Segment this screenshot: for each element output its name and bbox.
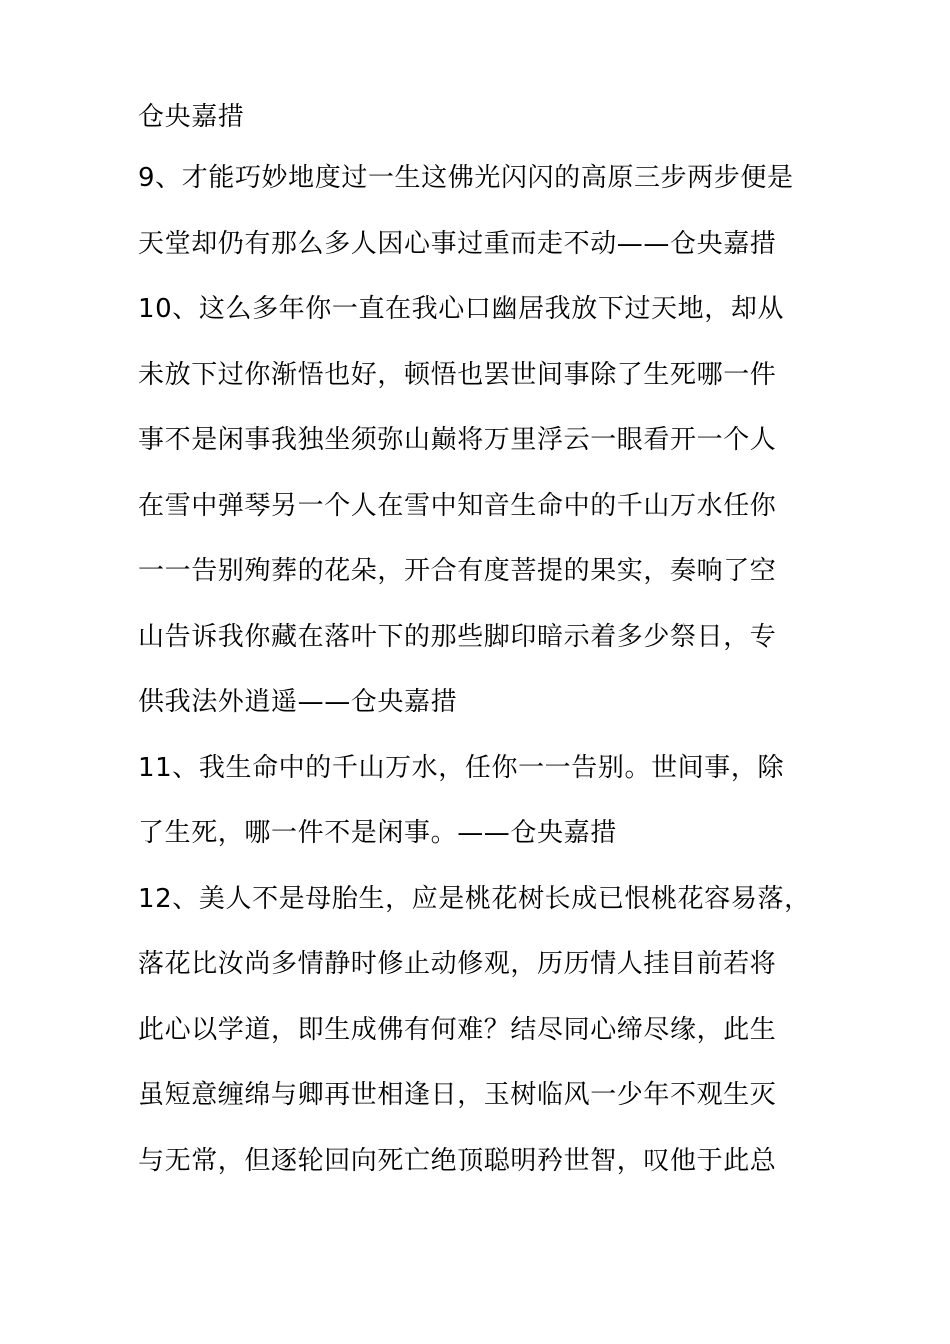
- text-line: 供我法外逍遥——仓央嘉措: [138, 687, 458, 717]
- text-line: 虽短意缠绵与卿再世相逢日，玉树临风一少年不观生灭: [138, 1080, 777, 1110]
- text-line: 11、我生命中的千山万水，任你一一告别。世间事，除: [138, 752, 785, 783]
- text-line: 与无常，但逐轮回向死亡绝顶聪明矜世智，叹他于此总: [138, 1145, 777, 1176]
- document-body: [138, 88, 828, 1194]
- text-line: 山告诉我你藏在落叶下的那些脚印暗示着多少祭日，专: [138, 621, 777, 652]
- text-line: 9、才能巧妙地度过一生这佛光闪闪的高原三步两步便是: [138, 163, 794, 193]
- text-line: 落花比汝尚多情静时修止动修观，历历情人挂目前若将: [138, 949, 777, 979]
- text-line: 10、这么多年你一直在我心口幽居我放下过天地，却从: [138, 294, 785, 324]
- text-line: 事不是闲事我独坐须弥山巅将万里浮云一眼看开一个人: [138, 425, 777, 455]
- text-line: 仓央嘉措: [138, 102, 245, 132]
- text-line: 一一告别殉葬的花朵，开合有度菩提的果实，奏响了空: [138, 556, 777, 586]
- text-line: 天堂却仍有那么多人因心事过重而走不动——仓央嘉措: [138, 228, 777, 259]
- text-line: 12、美人不是母胎生，应是桃花树长成已恨桃花容易落，: [138, 883, 811, 914]
- text-line: 在雪中弹琴另一个人在雪中知音生命中的千山万水任你: [138, 490, 777, 521]
- text-line: 此心以学道，即生成佛有何难？结尽同心缔尽缘，此生: [138, 1014, 777, 1045]
- text-line: 未放下过你渐悟也好，顿悟也罢世间事除了生死哪一件: [138, 359, 777, 390]
- text-line: 了生死，哪一件不是闲事。——仓央嘉措: [138, 818, 617, 848]
